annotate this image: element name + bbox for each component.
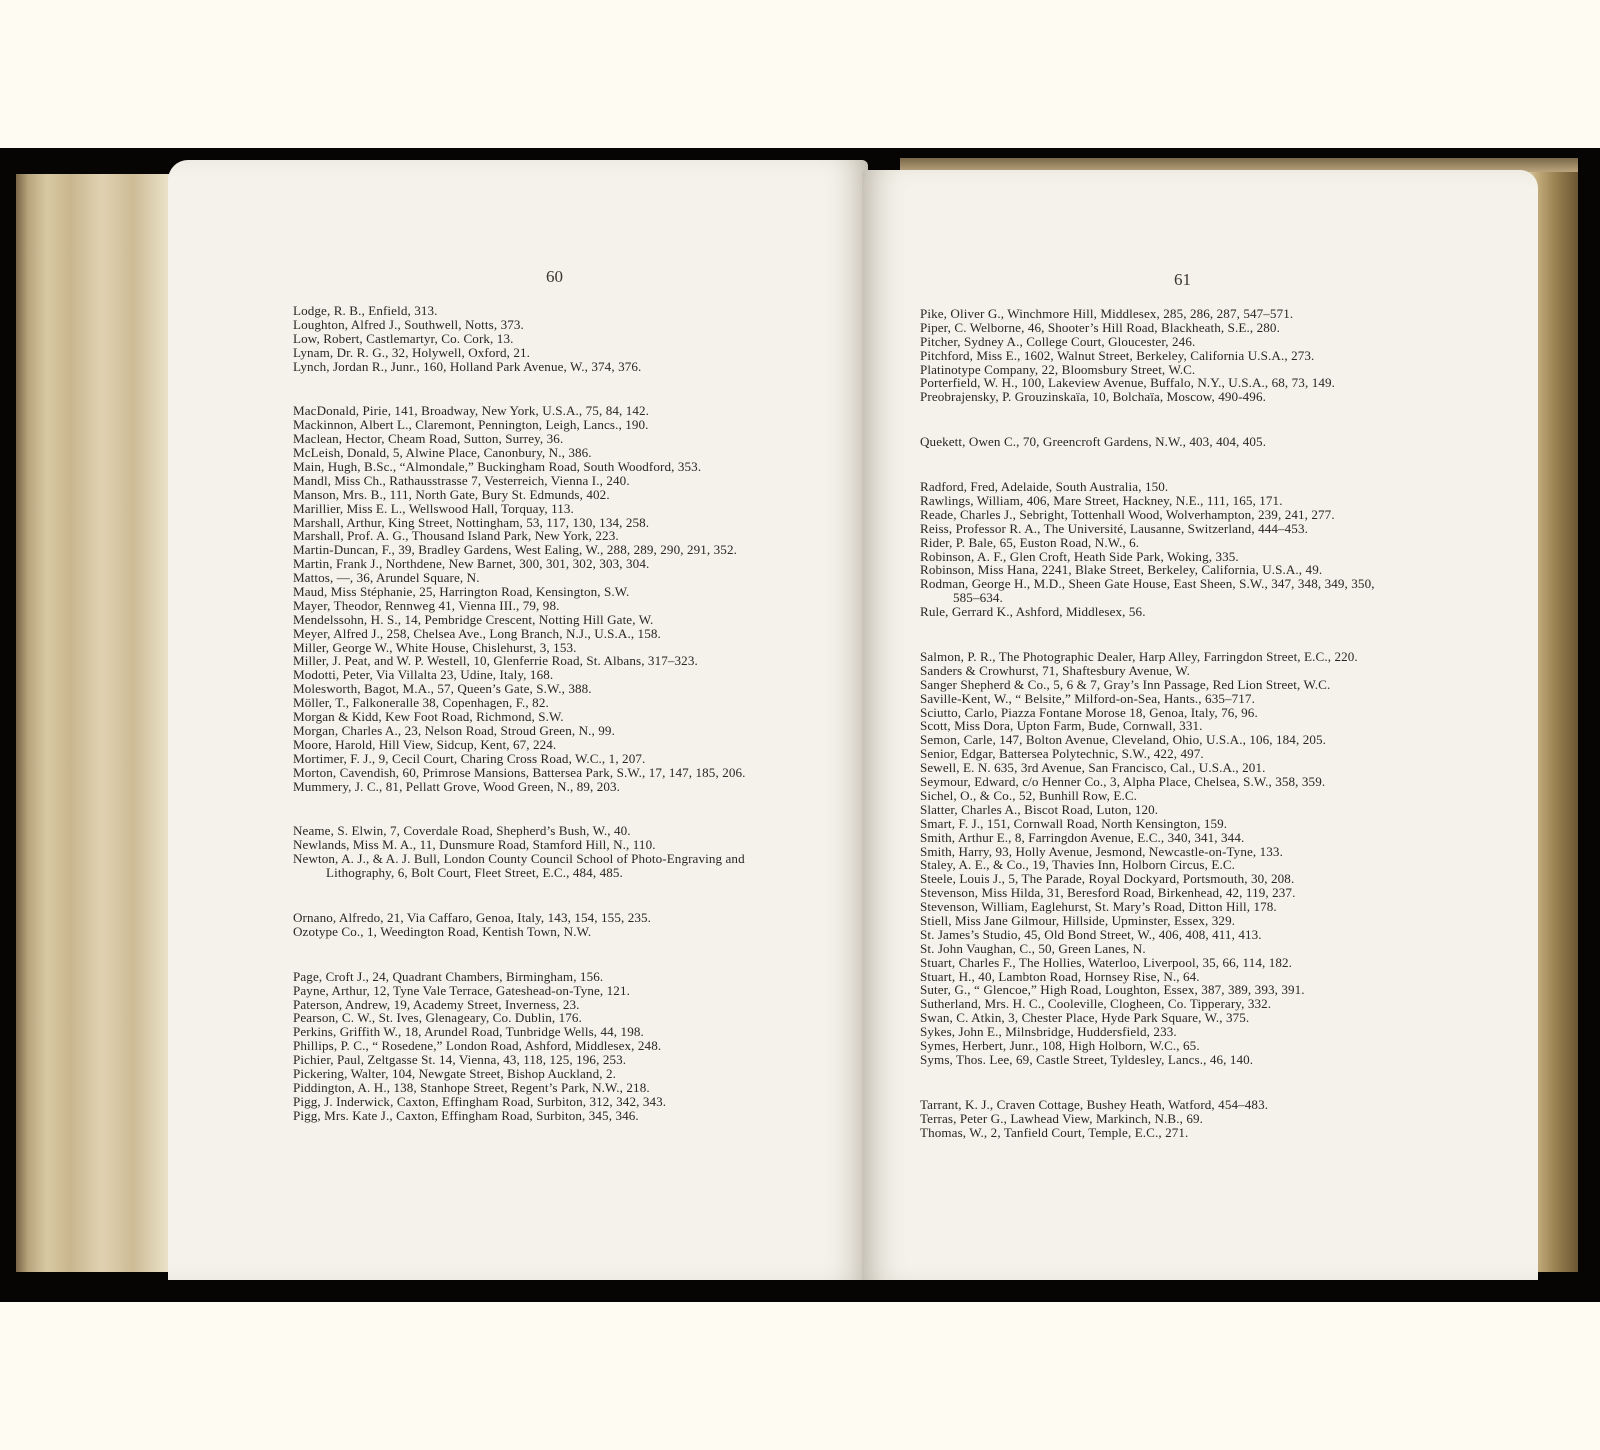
index-section [293,404,746,793]
index-entry: Swan, C. Atkin, 3, Chester Place, Hyde Park Square, W., 375. [920,1010,1250,1026]
index-entry: Mackinnon, Albert L., Claremont, Pennington, Leigh, Lancs., 190. [293,417,649,433]
index-entry: Symes, Herbert, Junr., 108, High Holborn, W.C., 65. [920,1037,1200,1053]
index-entry: Pichier, Paul, Zeltgasse St. 14, Vienna, 43, 118, 125, 196, 253. [293,1052,627,1068]
index-entry: Payne, Arthur, 12, Tyne Vale Terrace, Gateshead-on-Tyne, 121. [293,982,630,998]
index-entry: Lynam, Dr. R. G., 32, Holywell, Oxford, 21. [293,344,531,360]
index-section [293,824,746,880]
index-entry: Smith, Arthur E., 8, Farringdon Avenue, E.C., 340, 341, 344. [920,829,1245,845]
index-entry: Sciutto, Carlo, Piazza Fontane Morose 18, Genoa, Italy, 76, 96. [920,704,1258,720]
index-entry: Preobrajensky, P. Grouzinskaïa, 10, Bolchaïa, Moscow, 490-496. [920,389,1266,405]
index-section [920,307,1375,404]
index-entry: Smart, F. J., 151, Cornwall Road, North Kensington, 159. [920,815,1228,831]
index-entry: Tarrant, K. J., Craven Cottage, Bushey Heath, Watford, 454–483. [920,1096,1269,1112]
index-entry: Sanders & Crowhurst, 71, Shaftesbury Avenue, W. [920,662,1190,678]
index-entry: Miller, George W., White House, Chislehurst, 3, 153. [293,639,577,655]
index-section [920,650,1375,1067]
index-entry: Suter, G., “ Glencoe,” High Road, Loughton, Essex, 387, 389, 393, 391. [920,982,1305,998]
index-entry: Sewell, E. N. 635, 3rd Avenue, San Francisco, Cal., U.S.A., 201. [920,760,1266,776]
index-entry: 585–634. [953,590,1003,606]
index-entry: MacDonald, Pirie, 141, Broadway, New York, U.S.A., 75, 84, 142. [293,403,650,419]
index-entry: Marshall, Prof. A. G., Thousand Island Park, New York, 223. [293,528,619,544]
page-number: 60 [546,267,563,286]
index-section [293,970,746,1123]
index-entry: Sutherland, Mrs. H. C., Cooleville, Clogheen, Co. Tipperary, 332. [920,996,1272,1012]
left-page [168,160,868,1280]
index-entry: Stevenson, Miss Hilda, 31, Beresford Road, Birkenhead, 42, 119, 237. [920,885,1296,901]
index-entry: Stuart, H., 40, Lambton Road, Hornsey Rise, N., 64. [920,968,1200,984]
index-entry: Rawlings, William, 406, Mare Street, Hackney, N.E., 111, 165, 171. [920,493,1283,509]
index-entry: Mendelssohn, H. S., 14, Pembridge Crescent, Notting Hill Gate, W. [293,611,654,627]
index-entry: Platinotype Company, 22, Bloomsbury Street, W.C. [920,361,1196,377]
index-entry: Piddington, A. H., 138, Stanhope Street, Regent’s Park, N.W., 218. [293,1079,650,1095]
index-entry: Mandl, Miss Ch., Rathausstrasse 7, Vesterreich, Vienna I., 240. [293,472,630,488]
index-entry: Robinson, Miss Hana, 2241, Blake Street, Berkeley, California, U.S.A., 49. [920,562,1323,578]
index-entry: Pike, Oliver G., Winchmore Hill, Middlesex, 285, 286, 287, 547–571. [920,306,1294,321]
index-entry: Neame, S. Elwin, 7, Coverdale Road, Shepherd’s Bush, W., 40. [293,823,631,839]
index-entry: Mayer, Theodor, Rennweg 41, Vienna III., 79, 98. [293,597,560,613]
index-entry: Mortimer, F. J., 9, Cecil Court, Charing Cross Road, W.C., 1, 207. [293,750,646,766]
index-entry: Maud, Miss Stéphanie, 25, Harrington Road, Kensington, S.W. [293,584,630,600]
index-entry: Loughton, Alfred J., Southwell, Notts, 373. [293,316,524,332]
index-entry: Sykes, John E., Milnsbridge, Huddersfield, 233. [920,1024,1177,1040]
index-section [920,1098,1375,1140]
index-entry: Syms, Thos. Lee, 69, Castle Street, Tyldesley, Lancs., 46, 140. [920,1051,1254,1067]
index-entry: Low, Robert, Castlemartyr, Co. Cork, 13. [293,330,514,346]
index-section [293,911,746,939]
index-entry: Steele, Louis J., 5, The Parade, Royal Dockyard, Portsmouth, 30, 208. [920,871,1295,887]
index-entry: Quekett, Owen C., 70, Greencroft Gardens, N.W., 403, 404, 405. [920,434,1267,450]
index-entry: St. James’s Studio, 45, Old Bond Street, W., 406, 408, 411, 413. [920,926,1262,942]
index-entry: Pitcher, Sydney A., College Court, Gloucester, 246. [920,333,1196,349]
index-entry: Rodman, George H., M.D., Sheen Gate House, East Sheen, S.W., 347, 348, 349, 350, [920,576,1375,592]
index-entry: Page, Croft J., 24, Quadrant Chambers, Birmingham, 156. [293,968,604,984]
index-entry: Lynch, Jordan R., Junr., 160, Holland Park Avenue, W., 374, 376. [293,358,642,374]
page-number: 61 [1174,270,1191,289]
index-entry: Molesworth, Bagot, M.A., 57, Queen’s Gate, S.W., 388. [293,681,592,697]
index-entry: Rule, Gerrard K., Ashford, Middlesex, 56. [920,604,1146,620]
index-entry: Morgan, Charles A., 23, Nelson Road, Stroud Green, N., 99. [293,722,615,738]
index-entry: Semon, Carle, 147, Bolton Avenue, Cleveland, Ohio, U.S.A., 106, 184, 205. [920,732,1327,748]
index-entry: Meyer, Alfred J., 258, Chelsea Ave., Long Branch, N.J., U.S.A., 158. [293,625,661,641]
index-section [293,304,746,373]
index-entry: Newton, A. J., & A. J. Bull, London County Council School of Photo-Engraving and [293,851,745,867]
index-entry: Stiell, Miss Jane Gilmour, Hillside, Upminster, Essex, 329. [920,912,1236,928]
index-entry: Morton, Cavendish, 60, Primrose Mansions, Battersea Park, S.W., 17, 147, 185, 206. [293,764,746,780]
index-entry: Scott, Miss Dora, Upton Farm, Bude, Cornwall, 331. [920,718,1203,734]
index-entry: Seymour, Edward, c/o Henner Co., 3, Alpha Place, Chelsea, S.W., 358, 359. [920,774,1326,790]
index-entry: Rider, P. Bale, 65, Euston Road, N.W., 6. [920,534,1140,550]
right-page [862,170,1538,1280]
index-entry: Salmon, P. R., The Photographic Dealer, Harp Alley, Farringdon Street, E.C., 220. [920,649,1358,665]
left-index-entries [293,304,746,1154]
index-entry: Modotti, Peter, Via Villalta 23, Udine, Italy, 168. [293,667,554,683]
index-entry: Senior, Edgar, Battersea Polytechnic, S.W., 422, 497. [920,746,1204,762]
index-entry: Lodge, R. B., Enfield, 313. [293,303,438,318]
index-entry: Mattos, —, 36, Arundel Square, N. [293,570,480,586]
index-entry: Marillier, Miss E. L., Wellswood Hall, Torquay, 113. [293,500,574,516]
index-entry: Miller, J. Peat, and W. P. Westell, 10, Glenferrie Road, St. Albans, 317–323. [293,653,698,669]
index-entry: Slatter, Charles A., Biscot Road, Luton, 120. [920,801,1159,817]
index-entry: Pitchford, Miss E., 1602, Walnut Street, Berkeley, California U.S.A., 273. [920,347,1315,363]
index-entry: Ozotype Co., 1, Weedington Road, Kentish Town, N.W. [293,923,592,939]
index-entry: Pigg, J. Inderwick, Caxton, Effingham Road, Surbiton, 312, 342, 343. [293,1093,667,1109]
right-index-entries [920,307,1375,1170]
index-entry: Morgan & Kidd, Kew Foot Road, Richmond, S.W. [293,709,564,725]
index-entry: Lithography, 6, Bolt Court, Fleet Street, E.C., 484, 485. [326,865,623,881]
index-entry: Piper, C. Welborne, 46, Shooter’s Hill Road, Blackheath, S.E., 280. [920,319,1280,335]
index-entry: Reade, Charles J., Sebright, Tottenhall Wood, Wolverhampton, 239, 241, 277. [920,506,1335,522]
index-entry: Main, Hugh, B.Sc., “Almondale,” Buckingham Road, South Woodford, 353. [293,459,702,475]
index-entry: Smith, Harry, 93, Holly Avenue, Jesmond, Newcastle-on-Tyne, 133. [920,843,1283,859]
index-entry: Martin, Frank J., Northdene, New Barnet, 300, 301, 302, 303, 304. [293,556,650,572]
index-entry: Martin-Duncan, F., 39, Bradley Gardens, West Ealing, W., 288, 289, 290, 291, 352. [293,542,737,558]
index-entry: Newlands, Miss M. A., 11, Dunsmure Road, Stamford Hill, N., 110. [293,837,656,853]
index-entry: Terras, Peter G., Lawhead View, Markinch, N.B., 69. [920,1110,1204,1126]
index-entry: Sichel, O., & Co., 52, Bunhill Row, E.C. [920,787,1138,803]
index-entry: Pigg, Mrs. Kate J., Caxton, Effingham Road, Surbiton, 345, 346. [293,1107,639,1123]
index-entry: McLeish, Donald, 5, Alwine Place, Canonbury, N., 386. [293,445,592,461]
index-entry: Ornano, Alfredo, 21, Via Caffaro, Genoa, Italy, 143, 154, 155, 235. [293,909,652,925]
index-entry: Mummery, J. C., 81, Pellatt Grove, Wood Green, N., 89, 203. [293,778,621,794]
index-entry: Porterfield, W. H., 100, Lakeview Avenue, Buffalo, N.Y., U.S.A., 68, 73, 149. [920,375,1336,391]
index-entry: Marshall, Arthur, King Street, Nottingham, 53, 117, 130, 134, 258. [293,514,650,530]
index-entry: Moore, Harold, Hill View, Sidcup, Kent, 67, 224. [293,736,557,752]
left-page-stack-edge [16,174,172,1272]
index-entry: Staley, A. E., & Co., 19, Thavies Inn, Holborn Circus, E.C. [920,857,1236,873]
index-entry: Robinson, A. F., Glen Croft, Heath Side Park, Woking, 335. [920,548,1239,564]
index-entry: Paterson, Andrew, 19, Academy Street, Inverness, 23. [293,996,580,1012]
index-entry: Perkins, Griffith W., 18, Arundel Road, Tunbridge Wells, 44, 198. [293,1024,644,1040]
index-entry: Manson, Mrs. B., 111, North Gate, Bury St. Edmunds, 402. [293,486,610,502]
index-entry: Phillips, P. C., “ Rosedene,” London Road, Ashford, Middlesex, 248. [293,1038,662,1054]
index-section [920,480,1375,619]
index-entry: Saville-Kent, W., “ Belsite,” Milford-on-Sea, Hants., 635–717. [920,690,1255,706]
index-entry: Maclean, Hector, Cheam Road, Sutton, Surrey, 36. [293,431,564,447]
index-entry: Pearson, C. W., St. Ives, Glenageary, Co. Dublin, 176. [293,1010,582,1026]
index-entry: Thomas, W., 2, Tanfield Court, Temple, E.C., 271. [920,1124,1189,1140]
index-entry: St. John Vaughan, C., 50, Green Lanes, N. [920,940,1146,956]
index-entry: Stuart, Charles F., The Hollies, Waterloo, Liverpool, 35, 66, 114, 182. [920,954,1293,970]
index-section [920,435,1375,449]
index-entry: Sanger Shepherd & Co., 5, 6 & 7, Gray’s Inn Passage, Red Lion Street, W.C. [920,676,1331,692]
index-entry: Radford, Fred, Adelaide, South Australia, 150. [920,479,1169,495]
index-entry: Möller, T., Falkoneralle 38, Copenhagen, F., 82. [293,695,549,711]
index-entry: Reiss, Professor R. A., The Université, Lausanne, Switzerland, 444–453. [920,520,1308,536]
index-entry: Pickering, Walter, 104, Newgate Street, Bishop Auckland, 2. [293,1065,616,1081]
index-entry: Stevenson, William, Eaglehurst, St. Mary’s Road, Ditton Hill, 178. [920,899,1277,915]
